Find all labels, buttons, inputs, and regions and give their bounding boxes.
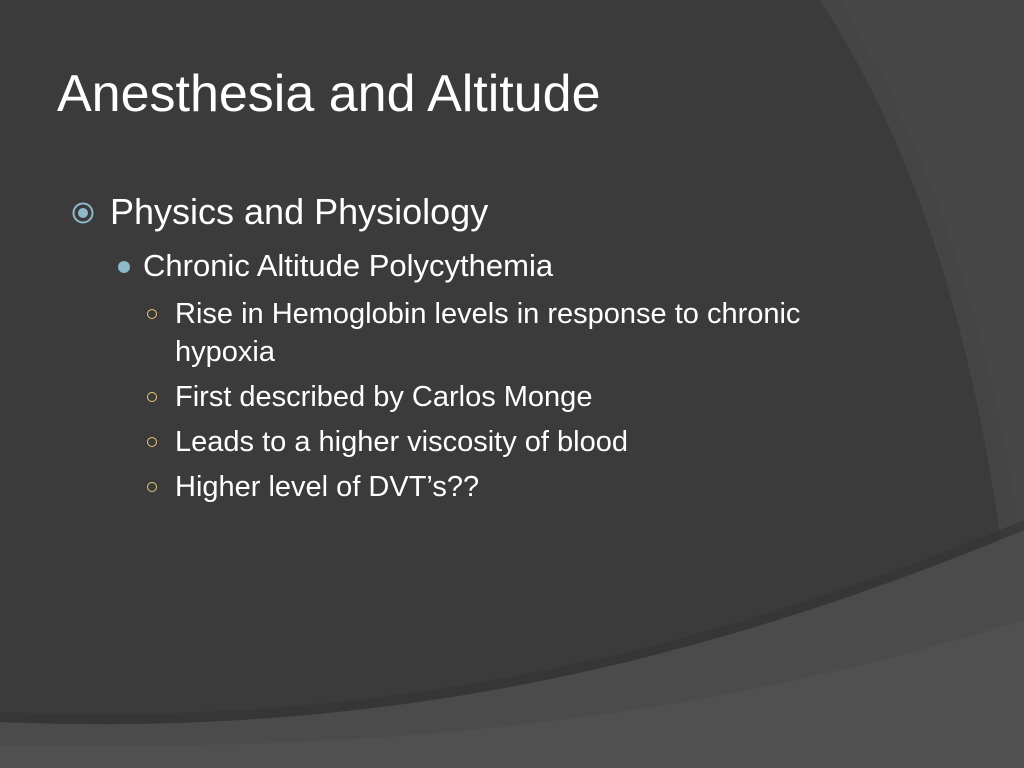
- hollow-circle-bullet-icon: [147, 392, 157, 402]
- bullet-level1-item: [70, 188, 830, 236]
- content-body: [70, 188, 830, 506]
- bullet-level3-text: First described by Carlos Monge: [175, 381, 593, 413]
- bullet-level1-text: Physics and Physiology: [110, 191, 489, 232]
- hollow-circle-bullet-icon: [147, 437, 157, 447]
- bullet-level2-text: Chronic Altitude Polycythemia: [143, 248, 554, 283]
- target-bullet-icon: [72, 202, 94, 224]
- bullet-level3-text: Rise in Hemoglobin levels in response to chronic hypoxia: [175, 298, 801, 368]
- filled-circle-bullet-icon: [118, 261, 130, 273]
- bullet-level3-item: [144, 468, 805, 506]
- slide-title: Anesthesia and Altitude: [57, 65, 601, 123]
- bullet-level2-item: [112, 244, 830, 288]
- bullet-level3-text: Higher level of DVT’s??: [175, 471, 480, 503]
- bullet-level3-item: [144, 295, 805, 371]
- bullet-level3-item: [144, 378, 805, 416]
- hollow-circle-bullet-icon: [147, 482, 157, 492]
- bullet-level3-text: Leads to a higher viscosity of blood: [175, 426, 628, 458]
- hollow-circle-bullet-icon: [147, 309, 157, 319]
- bullet-level3-item: [144, 423, 805, 461]
